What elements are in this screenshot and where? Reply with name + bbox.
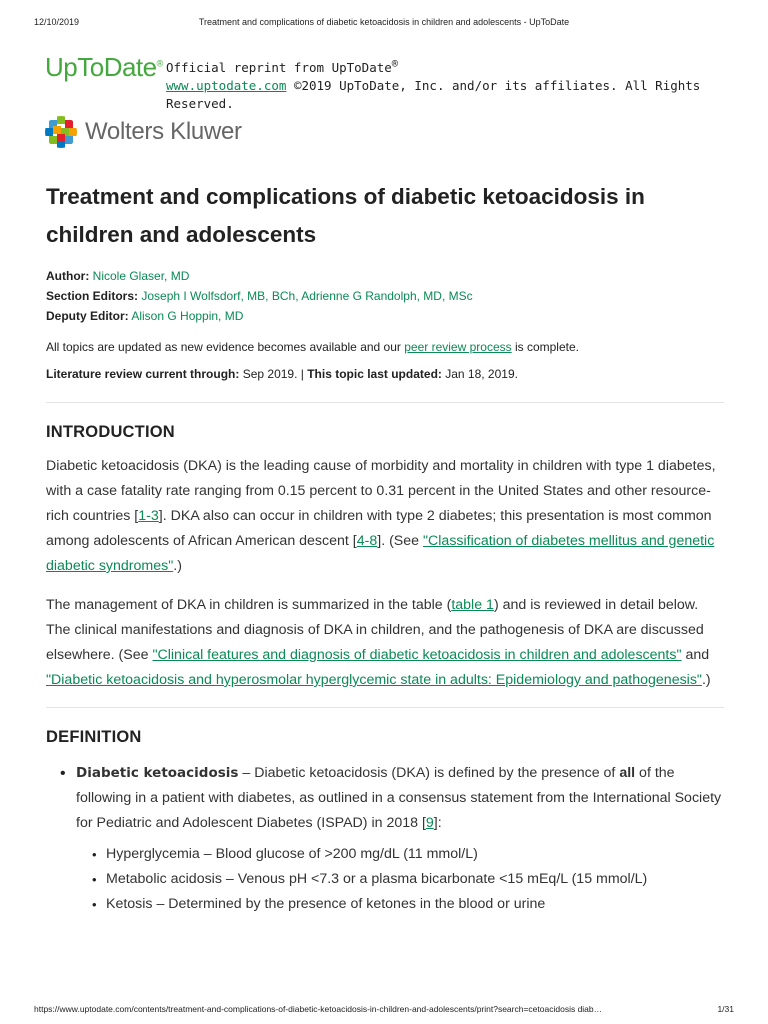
divider	[46, 402, 724, 403]
introduction-heading: INTRODUCTION	[46, 423, 175, 441]
divider	[46, 707, 724, 708]
uptodate-site-link[interactable]: www.uptodate.com	[166, 78, 287, 94]
list-item: • Metabolic acidosis – Venous pH <7.3 or a plasma bicarbonate <15 mEq/L (15 mmol/L)	[46, 867, 724, 892]
reference-link[interactable]: 4-8	[356, 533, 378, 549]
author-link[interactable]: Nicole Glaser, MD	[92, 269, 190, 283]
reference-link[interactable]: 9	[425, 815, 434, 831]
deputy-editor-link[interactable]: Alison G Hoppin, MD	[131, 309, 244, 323]
print-url: https://www.uptodate.com/contents/treatment-and-complications-of-diabetic-ketoacidosis-in-children-and-adolescents/print?search=cetoacidosis diab…	[34, 1004, 603, 1014]
reprint-line: Official reprint from UpToDate	[166, 60, 392, 76]
print-header	[34, 17, 734, 31]
reference-link[interactable]: 1-3	[138, 508, 159, 524]
reprint-notice: Official reprint from UpToDate® www.uptodate.com ©2019 UpToDate, Inc. and/or its affiliates. All Rights Reserved.	[166, 58, 701, 112]
definition-heading: DEFINITION	[46, 728, 142, 746]
page-number: 1/31	[717, 1004, 734, 1014]
print-date: 12/10/2019	[34, 17, 80, 27]
author-line: Author: Nicole Glaser, MD	[46, 269, 190, 283]
peer-review-link[interactable]: peer review process	[404, 340, 512, 354]
article	[46, 178, 724, 917]
table-link[interactable]: table 1	[451, 597, 494, 613]
topic-link[interactable]: "Clinical features and diagnosis of diabetic ketoacidosis in children and adolescents"	[152, 647, 682, 663]
intro-paragraph-2: The management of DKA in children is summarized in the table (table 1) and is reviewed in detail below. The clinical manifestations and diagnosis of DKA in children, and the pathogenesis of DKA are discussed elsewhere. (See "Clinical features and diagnosis of diabetic ketoacidosis in children and adolescents" and "Diabetic ketoacidosis and hyperosmolar hyperglycemic state in adults: Epidemiology and pathogenesis".)	[46, 597, 711, 688]
section-editors-line: Section Editors: Joseph I Wolfsdorf, MB, BCh, Adrienne G Randolph, MD, MSc	[46, 289, 473, 303]
copyright-text: ©2019 UpToDate, Inc. and/or its affiliates. All Rights Reserved.	[166, 78, 701, 112]
definition-list	[46, 761, 724, 836]
criteria-list	[46, 842, 724, 917]
list-item: • Ketosis – Determined by the presence of ketones in the blood or urine	[46, 892, 724, 917]
wolters-kluwer-name: Wolters Kluwer	[85, 118, 242, 145]
list-item: • Hyperglycemia – Blood glucose of >200 mg/dL (11 mmol/L)	[46, 842, 724, 867]
topic-link[interactable]: "Diabetic ketoacidosis and hyperosmolar hyperglycemic state in adults: Epidemiology and pathogenesis"	[46, 672, 702, 688]
deputy-editor-line: Deputy Editor: Alison G Hoppin, MD	[46, 309, 244, 323]
wolters-kluwer-mark-icon	[45, 116, 77, 148]
section-editors-link[interactable]: Joseph I Wolfsdorf, MB, BCh, Adrienne G Randolph, MD, MSc	[141, 289, 473, 303]
review-dates: Literature review current through: Sep 2019. | This topic last updated: Jan 18, 2019.	[46, 367, 518, 381]
list-item: • Diabetic ketoacidosis – Diabetic ketoacidosis (DKA) is defined by the presence of all of the following in a patient with diabetes, as outlined in a consensus statement from the International Society for Pediatric and Adolescent Diabetes (ISPAD) in 2018 [9]:	[46, 761, 724, 836]
uptodate-logo: UpToDate®	[45, 52, 163, 82]
update-note: All topics are updated as new evidence becomes available and our peer review process is complete.	[46, 340, 579, 354]
topic-link[interactable]: "Classification of diabetes mellitus and genetic diabetic syndromes"	[46, 533, 715, 574]
article-title: Treatment and complications of diabetic ketoacidosis in children and adolescents	[46, 184, 645, 247]
print-title: Treatment and complications of diabetic ketoacidosis in children and adolescents - UpToDate	[198, 17, 570, 27]
intro-paragraph-1: Diabetic ketoacidosis (DKA) is the leading cause of morbidity and mortality in children with type 1 diabetes, with a case fatality rate ranging from 0.15 percent to 0.31 percent in the United States and other resource-rich countries [1-3]. DKA also can occur in children with type 2 diabetes; this presentation is most common among adolescents of African American descent [4-8]. (See "Classification of diabetes mellitus and genetic diabetic syndromes".)	[46, 458, 716, 574]
